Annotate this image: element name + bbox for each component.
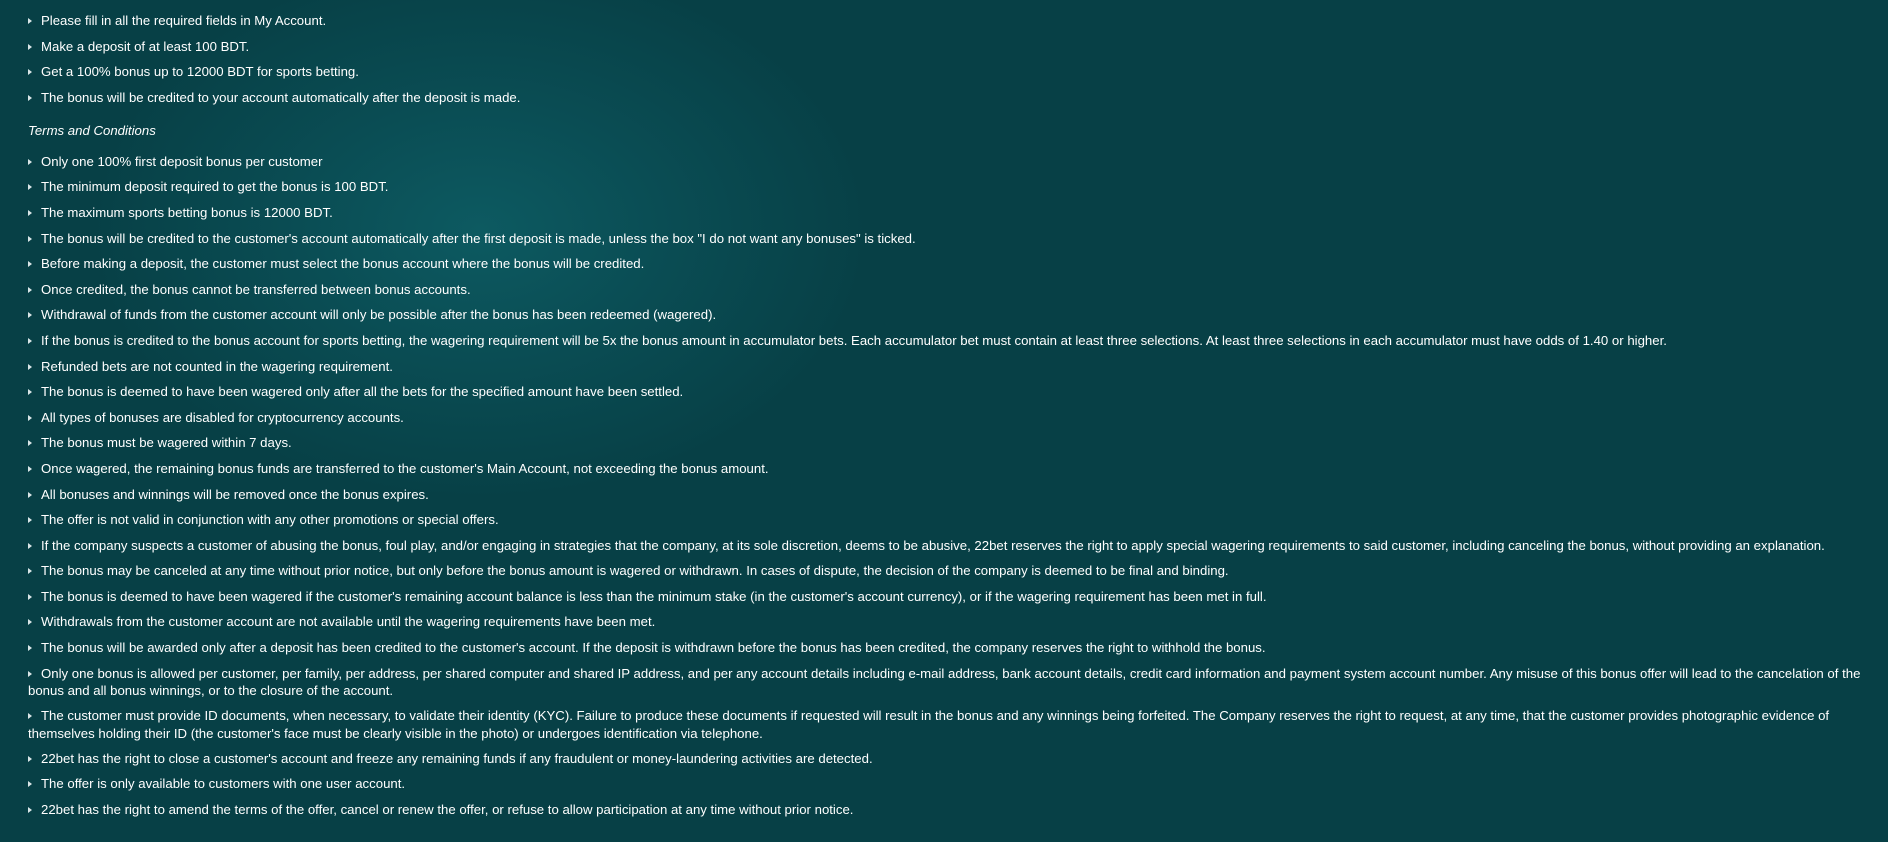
list-item: The customer must provide ID documents, when necessary, to validate their identity (KYC). Failure to produce these documents if requested will result in the bonus and any winnings being forfeited. The Company reserves the right to request, at any time, that the customer provides photographic evidence of themselves holding their ID (the customer's face must be clearly visible in the photo) or undergoes identification via telephone. — [28, 708, 1830, 741]
list-item: Once wagered, the remaining bonus funds are transferred to the customer's Main Account, not exceeding the bonus amount. — [28, 460, 1864, 478]
bonus-steps-list — [28, 12, 1864, 107]
list-item: Refunded bets are not counted in the wagering requirement. — [28, 358, 1864, 376]
list-item: The maximum sports betting bonus is 12000 BDT. — [28, 204, 1864, 222]
triangle-bullet-icon — [28, 44, 32, 50]
list-item: The bonus is deemed to have been wagered only after all the bets for the specified amount have been settled. — [28, 383, 1864, 401]
list-item: 22bet has the right to close a customer's account and freeze any remaining funds if any fraudulent or money-laundering activities are detected. — [28, 750, 1864, 768]
list-item: If the bonus is credited to the bonus account for sports betting, the wagering requirement will be 5x the bonus amount in accumulator bets. Each accumulator bet must contain at least three selections. At least three selections in each accumulator must have odds of 1.40 or higher. — [28, 332, 1864, 350]
list-item: The bonus must be wagered within 7 days. — [28, 434, 1864, 452]
list-item: Get a 100% bonus up to 12000 BDT for sports betting. — [28, 63, 1864, 81]
triangle-bullet-icon — [28, 671, 32, 677]
triangle-bullet-icon — [28, 807, 32, 813]
triangle-bullet-icon — [28, 184, 32, 190]
triangle-bullet-icon — [28, 210, 32, 216]
list-item: Only one 100% first deposit bonus per customer — [28, 153, 1864, 171]
triangle-bullet-icon — [28, 415, 32, 421]
list-item: The bonus may be canceled at any time without prior notice, but only before the bonus amount is wagered or withdrawn. In cases of dispute, the decision of the company is deemed to be final and binding. — [28, 562, 1864, 580]
triangle-bullet-icon — [28, 95, 32, 101]
triangle-bullet-icon — [28, 440, 32, 446]
triangle-bullet-icon — [28, 287, 32, 293]
triangle-bullet-icon — [28, 756, 32, 762]
triangle-bullet-icon — [28, 261, 32, 267]
list-item: All bonuses and winnings will be removed once the bonus expires. — [28, 486, 1864, 504]
list-item: Once credited, the bonus cannot be transferred between bonus accounts. — [28, 281, 1864, 299]
triangle-bullet-icon — [28, 594, 32, 600]
list-item: Only one bonus is allowed per customer, per family, per address, per shared computer and shared IP address, and per any account details including e-mail address, bank account details, credit card information and payment system account number. Any misuse of this bonus offer will lead to the cancelation of the bonus and all bonus winnings, or to the closure of the account. — [28, 665, 1861, 699]
triangle-bullet-icon — [28, 389, 32, 395]
bonus-content — [28, 12, 1864, 827]
list-item: The offer is only available to customers with one user account. — [28, 775, 1864, 793]
triangle-bullet-icon — [28, 781, 32, 787]
list-item: 22bet has the right to amend the terms of the offer, cancel or renew the offer, or refuse to allow participation at any time without prior notice. — [28, 801, 1864, 819]
terms-list — [28, 153, 1864, 819]
triangle-bullet-icon — [28, 645, 32, 651]
list-item: If the company suspects a customer of abusing the bonus, foul play, and/or engaging in strategies that the company, at its sole discretion, deems to be abusive, 22bet reserves the right to apply special wagering requirements to said customer, including canceling the bonus, without providing an explanation. — [28, 537, 1864, 555]
triangle-bullet-icon — [28, 338, 32, 344]
list-item: The bonus will be credited to your account automatically after the deposit is made. — [28, 89, 1864, 107]
list-item: Withdrawal of funds from the customer account will only be possible after the bonus has been redeemed (wagered). — [28, 306, 1864, 324]
triangle-bullet-icon — [28, 492, 32, 498]
list-item: All types of bonuses are disabled for cryptocurrency accounts. — [28, 409, 1864, 427]
triangle-bullet-icon — [28, 69, 32, 75]
triangle-bullet-icon — [28, 466, 32, 472]
triangle-bullet-icon — [28, 568, 32, 574]
triangle-bullet-icon — [28, 543, 32, 549]
list-item: The bonus will be credited to the customer's account automatically after the first deposit is made, unless the box "I do not want any bonuses" is ticked. — [28, 230, 1864, 248]
triangle-bullet-icon — [28, 713, 32, 719]
list-item: The bonus will be awarded only after a deposit has been credited to the customer's account. If the deposit is withdrawn before the bonus has been credited, the company reserves the right to withhold the bonus. — [28, 639, 1864, 657]
triangle-bullet-icon — [28, 364, 32, 370]
list-item: The bonus is deemed to have been wagered if the customer's remaining account balance is less than the minimum stake (in the customer's account currency), or if the wagering requirement has been met in full. — [28, 588, 1864, 606]
list-item: Make a deposit of at least 100 BDT. — [28, 38, 1864, 56]
triangle-bullet-icon — [28, 236, 32, 242]
terms-heading: Terms and Conditions — [28, 122, 156, 138]
triangle-bullet-icon — [28, 18, 32, 24]
triangle-bullet-icon — [28, 159, 32, 165]
list-item: The offer is not valid in conjunction with any other promotions or special offers. — [28, 511, 1864, 529]
triangle-bullet-icon — [28, 312, 32, 318]
triangle-bullet-icon — [28, 517, 32, 523]
list-item: Before making a deposit, the customer must select the bonus account where the bonus will be credited. — [28, 255, 1864, 273]
list-item: The minimum deposit required to get the bonus is 100 BDT. — [28, 178, 1864, 196]
triangle-bullet-icon — [28, 619, 32, 625]
list-item: Please fill in all the required fields in My Account. — [28, 12, 1864, 30]
list-item: Withdrawals from the customer account are not available until the wagering requirements have been met. — [28, 613, 1864, 631]
